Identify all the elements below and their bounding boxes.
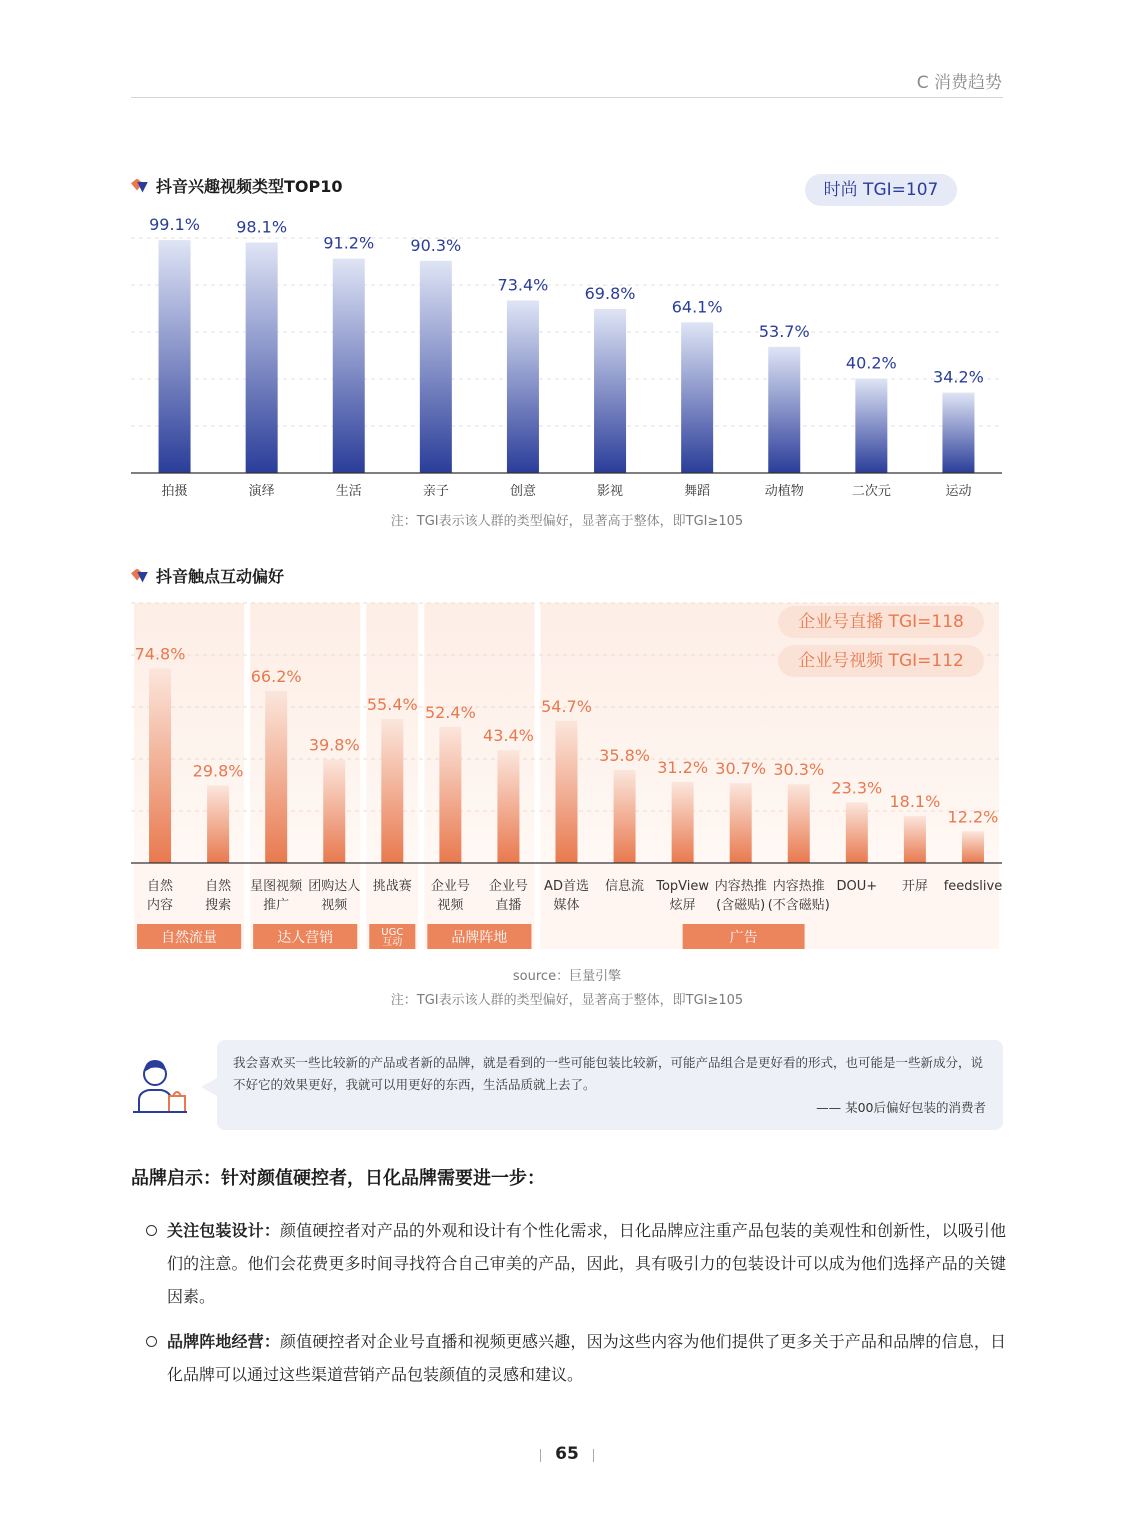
- bar: [439, 727, 461, 863]
- bar: [672, 782, 694, 863]
- bullet-head: 关注包装设计：: [167, 1221, 280, 1240]
- bar: [323, 760, 345, 863]
- value-label: 39.8%: [308, 735, 360, 755]
- category-label: 影视: [597, 484, 624, 499]
- bar: [904, 816, 926, 863]
- group-label: 广告: [729, 930, 758, 946]
- quote-pointer: [201, 1078, 217, 1096]
- bar: [381, 719, 403, 863]
- category-label: 企业号: [488, 879, 528, 894]
- bullet-body: 颜值硬控者对产品的外观和设计有个性化需求，日化品牌应注重产品包装的美观性和创新性，以吸引他们的注意。他们会花费更多时间寻找符合自己审美的产品，因此，具有吸引力的包装设计可以成为他们选择产品的关键因素。: [167, 1221, 1006, 1306]
- category-label: 内容热推: [714, 879, 767, 894]
- chart2-note: 注：TGI表示该人群的类型偏好，显著高于整体，即TGI≥105: [390, 993, 744, 1008]
- category-label: 内容: [147, 898, 174, 913]
- category-label: 推广: [263, 898, 290, 913]
- section-header: C 消费趋势: [916, 73, 1002, 93]
- value-label: 91.2%: [323, 233, 375, 253]
- value-label: 69.8%: [584, 283, 636, 303]
- bar: [149, 669, 171, 863]
- bar: [730, 783, 752, 863]
- value-label: 98.1%: [236, 217, 288, 237]
- bullet-circle-icon: [146, 1336, 157, 1347]
- value-label: 66.2%: [250, 666, 302, 686]
- value-label: 23.3%: [831, 778, 883, 798]
- bar: [614, 770, 636, 863]
- category-label: 信息流: [605, 879, 645, 894]
- bullet-head: 品牌阵地经营：: [167, 1332, 280, 1351]
- category-label: 视频: [321, 898, 348, 913]
- quote-author: —— 某00后偏好包装的消费者: [816, 1100, 986, 1115]
- category-label: 演绎: [248, 484, 275, 499]
- category-label: 舞蹈: [684, 484, 711, 499]
- group-label: 达人营销: [277, 930, 334, 946]
- quote-text: 我会喜欢买一些比较新的产品或者新的品牌，就是看到的一些可能包装比较新，可能产品组合是更好看的形式，也可能是一些新成分，说不好它的效果更好，我就可以用更好的东西，生活品质就上去了。: [233, 1055, 984, 1092]
- value-label: 30.3%: [773, 760, 825, 780]
- bar: [497, 750, 519, 863]
- category-label: 亲子: [422, 484, 449, 499]
- value-label: 55.4%: [366, 694, 418, 714]
- group-label: 互动: [382, 937, 403, 948]
- category-label: AD首选: [544, 879, 589, 894]
- category-label: TopView: [656, 879, 710, 894]
- category-label: 星图视频: [250, 879, 303, 894]
- category-label: (不含磁贴): [767, 898, 830, 913]
- bar: [556, 721, 578, 863]
- group-label: UGC: [381, 927, 404, 938]
- value-label: 29.8%: [192, 761, 244, 781]
- bar: [788, 784, 810, 863]
- group-panel: [540, 603, 999, 863]
- chart1-title-text: 抖音兴趣视频类型TOP10: [156, 177, 343, 196]
- category-label: 挑战赛: [372, 879, 412, 894]
- chart1-note: 注：TGI表示该人群的类型偏好，显著高于整体，即TGI≥105: [390, 514, 744, 529]
- value-label: 31.2%: [657, 757, 709, 777]
- category-label: DOU+: [836, 879, 878, 894]
- value-label: 54.7%: [541, 696, 592, 716]
- bar: [962, 831, 984, 863]
- value-label: 40.2%: [845, 353, 897, 373]
- chart2-title-text: 抖音触点互动偏好: [156, 567, 285, 586]
- category-label: 团购达人: [308, 879, 361, 894]
- category-label: 生活: [335, 484, 362, 499]
- category-label: (含磁贴): [716, 898, 766, 913]
- category-label: 炫屏: [669, 898, 696, 913]
- chart2-tgi-pill-video: 企业号视频 TGI=112: [778, 645, 984, 677]
- bar: [207, 786, 229, 863]
- value-label: 99.1%: [149, 215, 200, 235]
- value-label: 35.8%: [599, 745, 650, 765]
- value-label: 18.1%: [889, 791, 941, 811]
- bullet-body: 颜值硬控者对企业号直播和视频更感兴趣，因为这些内容为他们提供了更多关于产品和品牌的信息，日化品牌可以通过这些渠道营销产品包装颜值的灵感和建议。: [167, 1332, 1006, 1384]
- chart2-source: source：巨量引擎: [512, 969, 622, 984]
- chart1-tgi-pill: 时尚 TGI=107: [805, 174, 957, 206]
- category-label: 自然: [147, 879, 174, 894]
- category-label: 动植物: [764, 484, 804, 499]
- value-label: 43.4%: [483, 726, 534, 746]
- consumer-avatar-icon: [131, 1052, 189, 1116]
- value-label: 64.1%: [671, 297, 723, 317]
- value-label: 12.2%: [947, 807, 999, 827]
- bullet-circle-icon: [146, 1225, 157, 1236]
- value-label: 30.7%: [715, 759, 767, 779]
- category-label: 搜索: [205, 898, 232, 913]
- value-label: 74.8%: [134, 644, 186, 664]
- category-label: 自然: [205, 879, 232, 894]
- group-label: 品牌阵地: [451, 930, 508, 946]
- category-label: 直播: [495, 898, 522, 913]
- category-label: feedslive: [943, 879, 1003, 894]
- value-label: 34.2%: [933, 367, 984, 387]
- category-label: 媒体: [553, 898, 580, 913]
- value-label: 52.4%: [424, 702, 476, 722]
- category-label: 运动: [945, 484, 972, 499]
- chart2-tgi-pill-live: 企业号直播 TGI=118: [778, 606, 984, 638]
- page-number: 65: [555, 1444, 579, 1464]
- bar: [265, 691, 287, 863]
- value-label: 73.4%: [497, 275, 549, 295]
- category-label: 拍摄: [161, 484, 188, 499]
- category-label: 内容热推: [772, 879, 825, 894]
- brand-insight-title: 品牌启示：针对颜值硬控者，日化品牌需要进一步：: [131, 1168, 545, 1189]
- category-label: 开屏: [901, 879, 928, 894]
- bullet-packaging: [146, 1214, 1006, 1313]
- group-label: 自然流量: [161, 930, 218, 946]
- value-label: 90.3%: [410, 235, 462, 255]
- category-label: 企业号: [430, 879, 470, 894]
- value-label: 53.7%: [758, 321, 810, 341]
- bullet-brand-position: [146, 1325, 1006, 1391]
- bar: [846, 802, 868, 863]
- page-divider-right: [593, 1449, 594, 1462]
- category-label: 创意: [509, 484, 536, 499]
- category-label: 二次元: [851, 484, 891, 499]
- category-label: 视频: [437, 898, 464, 913]
